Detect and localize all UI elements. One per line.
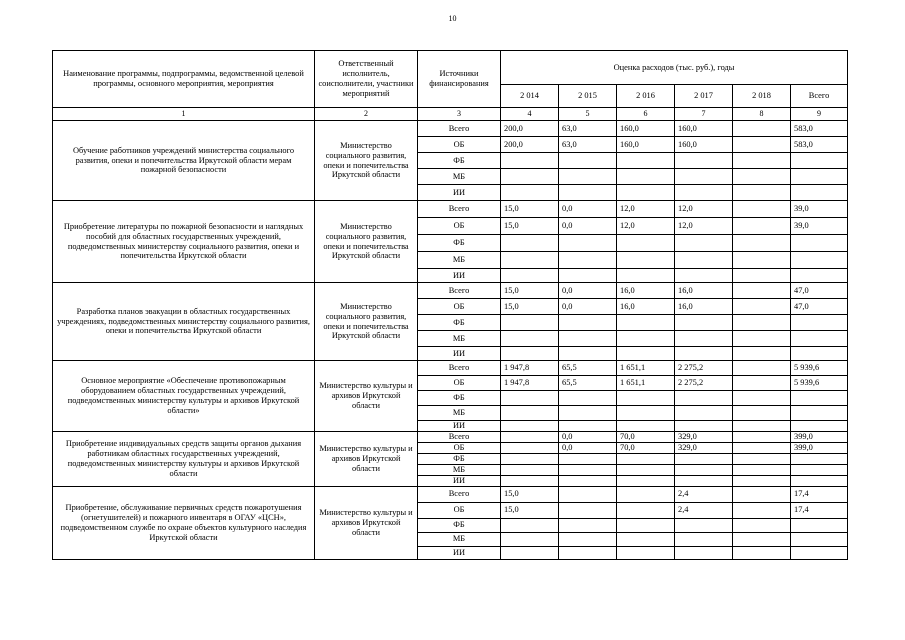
year-value bbox=[675, 169, 733, 185]
year-value bbox=[559, 453, 617, 464]
table-row bbox=[53, 121, 848, 137]
year-value bbox=[501, 391, 559, 406]
year-value bbox=[559, 406, 617, 421]
year-value: 16,0 bbox=[675, 283, 733, 299]
year-value bbox=[675, 406, 733, 421]
year-value bbox=[733, 421, 791, 432]
activity-name: Приобретение, обслуживание первичных средств пожаротушения (огнетушителей) и пожарного инвентаря в ОГАУ «ЦСН», подведомственном службе по охране объектов культурного наследия Иркутской области bbox=[53, 486, 315, 559]
year-value bbox=[501, 252, 559, 269]
total-value bbox=[791, 331, 848, 347]
year-value bbox=[675, 546, 733, 559]
year-value: 200,0 bbox=[501, 137, 559, 153]
activity-executor: Министерство культуры и архивов Иркутской области bbox=[315, 361, 418, 432]
year-value bbox=[675, 252, 733, 269]
funding-source: ИИ bbox=[418, 421, 501, 432]
year-value bbox=[501, 315, 559, 331]
year-value bbox=[559, 185, 617, 201]
table-row bbox=[53, 486, 848, 502]
funding-source: ИИ bbox=[418, 546, 501, 559]
year-value: 12,0 bbox=[675, 218, 733, 235]
year-value bbox=[617, 185, 675, 201]
year-value bbox=[559, 532, 617, 546]
year-value bbox=[675, 315, 733, 331]
column-number: 2 bbox=[315, 108, 418, 121]
year-value bbox=[559, 391, 617, 406]
year-value bbox=[733, 406, 791, 421]
year-value bbox=[617, 464, 675, 475]
funding-source: МБ bbox=[418, 464, 501, 475]
year-value bbox=[559, 421, 617, 432]
funding-source: ФБ bbox=[418, 235, 501, 252]
year-value bbox=[675, 391, 733, 406]
year-value: 15,0 bbox=[501, 486, 559, 502]
total-value bbox=[791, 406, 848, 421]
year-value bbox=[501, 421, 559, 432]
year-value bbox=[675, 153, 733, 169]
year-header: 2 018 bbox=[733, 85, 791, 108]
funding-source: ИИ bbox=[418, 475, 501, 486]
total-value bbox=[791, 464, 848, 475]
year-value bbox=[617, 315, 675, 331]
table-row bbox=[53, 201, 848, 218]
year-value: 1 947,8 bbox=[501, 361, 559, 376]
year-value bbox=[617, 331, 675, 347]
year-value bbox=[501, 269, 559, 283]
year-value: 12,0 bbox=[617, 218, 675, 235]
year-value: 16,0 bbox=[675, 299, 733, 315]
year-value bbox=[617, 546, 675, 559]
funding-source: Всего bbox=[418, 361, 501, 376]
year-header: 2 014 bbox=[501, 85, 559, 108]
year-value: 2 275,2 bbox=[675, 361, 733, 376]
year-value bbox=[733, 252, 791, 269]
year-value bbox=[559, 269, 617, 283]
year-value: 65,5 bbox=[559, 376, 617, 391]
year-value bbox=[617, 421, 675, 432]
year-value bbox=[733, 153, 791, 169]
header-row bbox=[53, 51, 848, 85]
year-header: 2 015 bbox=[559, 85, 617, 108]
activity-name: Приобретение индивидуальных средств защиты органов дыхания работникам областных государственных учреждений, подведомственных министерству культуры и архивов Иркутской области bbox=[53, 431, 315, 486]
year-value bbox=[617, 475, 675, 486]
year-value bbox=[617, 153, 675, 169]
year-value bbox=[733, 475, 791, 486]
column-number: 7 bbox=[675, 108, 733, 121]
year-value bbox=[675, 518, 733, 532]
total-value: 5 939,6 bbox=[791, 376, 848, 391]
year-value bbox=[501, 475, 559, 486]
year-value bbox=[733, 502, 791, 518]
year-value: 63,0 bbox=[559, 121, 617, 137]
total-value bbox=[791, 315, 848, 331]
year-value bbox=[617, 518, 675, 532]
activity-executor: Министерство культуры и архивов Иркутской области bbox=[315, 486, 418, 559]
total-value: 47,0 bbox=[791, 283, 848, 299]
activity-executor: Министерство социального развития, опеки и попечительства Иркутской области bbox=[315, 121, 418, 201]
total-value: 399,0 bbox=[791, 442, 848, 453]
year-value: 160,0 bbox=[617, 121, 675, 137]
activity-name: Обучение работников учреждений министерства социального развития, опеки и попечительства Иркутской области мерам пожарной безопасности bbox=[53, 121, 315, 201]
total-header: Всего bbox=[791, 85, 848, 108]
year-value bbox=[617, 532, 675, 546]
funding-source: ФБ bbox=[418, 518, 501, 532]
header-name: Наименование программы, подпрограммы, ведомственной целевой программы, основного мероприятия, мероприятия bbox=[53, 51, 315, 108]
year-value bbox=[501, 431, 559, 442]
year-value bbox=[559, 546, 617, 559]
year-value: 329,0 bbox=[675, 442, 733, 453]
year-value bbox=[733, 453, 791, 464]
year-value: 1 651,1 bbox=[617, 376, 675, 391]
funding-source: Всего bbox=[418, 431, 501, 442]
total-value bbox=[791, 391, 848, 406]
column-number: 5 bbox=[559, 108, 617, 121]
funding-source: МБ bbox=[418, 532, 501, 546]
year-value bbox=[675, 331, 733, 347]
funding-source: ОБ bbox=[418, 137, 501, 153]
funding-source: ИИ bbox=[418, 185, 501, 201]
activity-name: Основное мероприятие «Обеспечение противопожарным оборудованием областных государственных учреждений, подведомственных министерству культуры и архивов Иркутской области» bbox=[53, 361, 315, 432]
year-value bbox=[733, 315, 791, 331]
total-value bbox=[791, 453, 848, 464]
year-value: 16,0 bbox=[617, 283, 675, 299]
year-value bbox=[733, 169, 791, 185]
funding-source: Всего bbox=[418, 283, 501, 299]
year-value bbox=[559, 518, 617, 532]
total-value bbox=[791, 347, 848, 361]
year-value bbox=[559, 252, 617, 269]
year-value: 12,0 bbox=[617, 201, 675, 218]
year-value bbox=[733, 235, 791, 252]
funding-source: ФБ bbox=[418, 315, 501, 331]
year-value bbox=[501, 185, 559, 201]
year-value bbox=[559, 153, 617, 169]
year-value bbox=[675, 475, 733, 486]
year-value bbox=[501, 546, 559, 559]
year-value bbox=[733, 137, 791, 153]
year-value bbox=[733, 518, 791, 532]
year-value bbox=[733, 361, 791, 376]
year-value bbox=[501, 532, 559, 546]
funding-source: МБ bbox=[418, 252, 501, 269]
table-row bbox=[53, 361, 848, 376]
year-value bbox=[733, 391, 791, 406]
total-value: 399,0 bbox=[791, 431, 848, 442]
year-value: 15,0 bbox=[501, 283, 559, 299]
total-value bbox=[791, 421, 848, 432]
funding-source: ОБ bbox=[418, 218, 501, 235]
year-value: 1 947,8 bbox=[501, 376, 559, 391]
year-value: 329,0 bbox=[675, 431, 733, 442]
column-numbers-row bbox=[53, 108, 848, 121]
year-value bbox=[675, 269, 733, 283]
header-estimate: Оценка расходов (тыс. руб.), годы bbox=[501, 51, 848, 85]
column-number: 4 bbox=[501, 108, 559, 121]
column-number: 1 bbox=[53, 108, 315, 121]
year-value: 0,0 bbox=[559, 431, 617, 442]
year-value bbox=[733, 201, 791, 218]
year-value: 0,0 bbox=[559, 299, 617, 315]
funding-source: МБ bbox=[418, 331, 501, 347]
column-number: 8 bbox=[733, 108, 791, 121]
year-value: 160,0 bbox=[675, 137, 733, 153]
total-value bbox=[791, 185, 848, 201]
year-value: 15,0 bbox=[501, 299, 559, 315]
year-value: 15,0 bbox=[501, 218, 559, 235]
year-value: 200,0 bbox=[501, 121, 559, 137]
year-value bbox=[501, 153, 559, 169]
year-value: 160,0 bbox=[675, 121, 733, 137]
funding-source: Всего bbox=[418, 201, 501, 218]
total-value: 47,0 bbox=[791, 299, 848, 315]
year-value bbox=[675, 453, 733, 464]
year-value bbox=[733, 185, 791, 201]
year-value: 0,0 bbox=[559, 283, 617, 299]
year-value bbox=[733, 442, 791, 453]
funding-source: ИИ bbox=[418, 269, 501, 283]
year-value bbox=[501, 453, 559, 464]
funding-source: МБ bbox=[418, 169, 501, 185]
total-value bbox=[791, 153, 848, 169]
activity-name: Приобретение литературы по пожарной безопасности и наглядных пособий для областных государственных учреждений, подведомственных министерству социального развития, опеки и попечительства Иркутской области bbox=[53, 201, 315, 283]
year-value bbox=[559, 315, 617, 331]
year-value: 15,0 bbox=[501, 502, 559, 518]
table-row bbox=[53, 431, 848, 442]
year-value bbox=[617, 269, 675, 283]
year-value bbox=[675, 421, 733, 432]
year-value: 65,5 bbox=[559, 361, 617, 376]
year-value: 63,0 bbox=[559, 137, 617, 153]
year-value: 1 651,1 bbox=[617, 361, 675, 376]
funding-source: Всего bbox=[418, 121, 501, 137]
year-value bbox=[617, 235, 675, 252]
year-value bbox=[559, 331, 617, 347]
total-value bbox=[791, 546, 848, 559]
funding-source: Всего bbox=[418, 486, 501, 502]
activity-executor: Министерство социального развития, опеки и попечительства Иркутской области bbox=[315, 283, 418, 361]
year-value bbox=[733, 546, 791, 559]
expenses-table bbox=[52, 50, 848, 560]
year-value: 0,0 bbox=[559, 218, 617, 235]
year-value: 70,0 bbox=[617, 431, 675, 442]
year-header: 2 016 bbox=[617, 85, 675, 108]
total-value: 17,4 bbox=[791, 486, 848, 502]
total-value: 583,0 bbox=[791, 121, 848, 137]
table-row bbox=[53, 283, 848, 299]
year-value bbox=[559, 169, 617, 185]
funding-source: МБ bbox=[418, 406, 501, 421]
year-value bbox=[733, 269, 791, 283]
page-number: 10 bbox=[448, 14, 457, 23]
activity-name: Разработка планов эвакуации в областных государственных учреждениях, подведомственных министерству социального развития, опеки и попечительства Иркутской области bbox=[53, 283, 315, 361]
year-value bbox=[733, 331, 791, 347]
total-value: 39,0 bbox=[791, 201, 848, 218]
year-value bbox=[733, 532, 791, 546]
funding-source: ОБ bbox=[418, 442, 501, 453]
column-number: 3 bbox=[418, 108, 501, 121]
year-value: 15,0 bbox=[501, 201, 559, 218]
year-value bbox=[733, 283, 791, 299]
column-number: 9 bbox=[791, 108, 848, 121]
funding-source: ФБ bbox=[418, 391, 501, 406]
year-value bbox=[559, 475, 617, 486]
year-value: 0,0 bbox=[559, 201, 617, 218]
year-value bbox=[675, 464, 733, 475]
year-value bbox=[501, 331, 559, 347]
year-value bbox=[733, 431, 791, 442]
year-value bbox=[559, 502, 617, 518]
total-value: 39,0 bbox=[791, 218, 848, 235]
total-value bbox=[791, 169, 848, 185]
year-value bbox=[559, 464, 617, 475]
total-value bbox=[791, 475, 848, 486]
header-sources: Источники финансирования bbox=[418, 51, 501, 108]
activity-executor: Министерство социального развития, опеки и попечительства Иркутской области bbox=[315, 201, 418, 283]
column-number: 6 bbox=[617, 108, 675, 121]
year-value bbox=[617, 486, 675, 502]
year-value: 2 275,2 bbox=[675, 376, 733, 391]
funding-source: ОБ bbox=[418, 502, 501, 518]
funding-source: ФБ bbox=[418, 453, 501, 464]
year-value: 2,4 bbox=[675, 486, 733, 502]
activity-executor: Министерство культуры и архивов Иркутской области bbox=[315, 431, 418, 486]
year-value bbox=[617, 406, 675, 421]
total-value bbox=[791, 269, 848, 283]
year-value bbox=[733, 121, 791, 137]
year-value bbox=[501, 518, 559, 532]
total-value bbox=[791, 532, 848, 546]
year-value bbox=[733, 347, 791, 361]
funding-source: ОБ bbox=[418, 299, 501, 315]
funding-source: ИИ bbox=[418, 347, 501, 361]
year-value bbox=[617, 347, 675, 361]
year-value bbox=[501, 464, 559, 475]
year-value bbox=[733, 299, 791, 315]
year-value bbox=[501, 406, 559, 421]
total-value bbox=[791, 252, 848, 269]
year-value bbox=[501, 235, 559, 252]
total-value: 5 939,6 bbox=[791, 361, 848, 376]
year-value bbox=[559, 486, 617, 502]
year-value bbox=[733, 218, 791, 235]
year-value bbox=[617, 391, 675, 406]
funding-source: ОБ bbox=[418, 376, 501, 391]
total-value: 583,0 bbox=[791, 137, 848, 153]
year-value bbox=[733, 464, 791, 475]
year-value: 16,0 bbox=[617, 299, 675, 315]
year-value: 0,0 bbox=[559, 442, 617, 453]
total-value: 17,4 bbox=[791, 502, 848, 518]
header-executor: Ответственный исполнитель, соисполнители, участники мероприятий bbox=[315, 51, 418, 108]
year-value: 2,4 bbox=[675, 502, 733, 518]
year-value bbox=[675, 532, 733, 546]
year-value bbox=[617, 169, 675, 185]
year-value bbox=[733, 376, 791, 391]
year-value: 70,0 bbox=[617, 442, 675, 453]
year-value bbox=[675, 185, 733, 201]
year-value bbox=[559, 347, 617, 361]
year-value bbox=[501, 347, 559, 361]
year-header: 2 017 bbox=[675, 85, 733, 108]
year-value bbox=[617, 453, 675, 464]
year-value: 160,0 bbox=[617, 137, 675, 153]
year-value bbox=[501, 169, 559, 185]
year-value bbox=[501, 442, 559, 453]
year-value bbox=[675, 235, 733, 252]
year-value bbox=[617, 502, 675, 518]
year-value: 12,0 bbox=[675, 201, 733, 218]
year-value bbox=[733, 486, 791, 502]
total-value bbox=[791, 235, 848, 252]
year-value bbox=[559, 235, 617, 252]
total-value bbox=[791, 518, 848, 532]
funding-source: ФБ bbox=[418, 153, 501, 169]
year-value bbox=[675, 347, 733, 361]
year-value bbox=[617, 252, 675, 269]
